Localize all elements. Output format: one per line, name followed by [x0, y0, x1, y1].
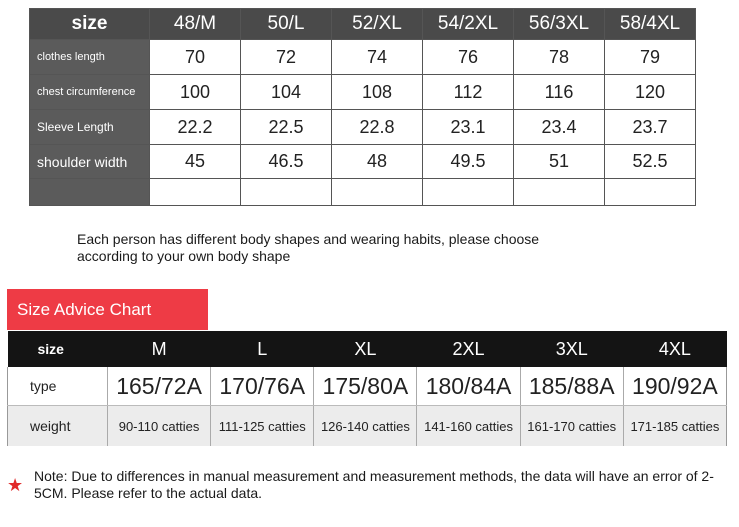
- table-cell: 22.8: [332, 110, 423, 145]
- table-cell: [605, 179, 696, 206]
- star-icon: ★: [7, 475, 24, 495]
- table-cell: 46.5: [241, 145, 332, 179]
- row-label-clothes-length: clothes length: [30, 40, 150, 75]
- table-cell: 51: [514, 145, 605, 179]
- table-cell: 79: [605, 40, 696, 75]
- table-cell: [241, 179, 332, 206]
- table-cell: [514, 179, 605, 206]
- table-cell: 70: [150, 40, 241, 75]
- advice-header-row: [8, 331, 727, 367]
- advice-type-label: type: [8, 367, 108, 406]
- table-cell: 23.7: [605, 110, 696, 145]
- advice-type-cell: 190/92A: [623, 367, 726, 406]
- table-cell: 22.2: [150, 110, 241, 145]
- advice-weight-cell: 90-110 catties: [108, 406, 211, 447]
- advice-type-cell: 185/88A: [520, 367, 623, 406]
- measurement-error-note: Note: Due to differences in manual measurement and measurement methods, the data will have an error of 2-5CM. Please refer to the actual data.: [34, 468, 714, 501]
- advice-chart-title: Size Advice Chart: [7, 289, 208, 330]
- advice-weight-cell: 161-170 catties: [520, 406, 623, 447]
- table-row: [30, 110, 696, 145]
- size-header-cell: 56/3XL: [514, 9, 605, 40]
- advice-weight-row: [8, 406, 727, 447]
- table-cell: 49.5: [423, 145, 514, 179]
- size-table-header-row: [30, 9, 696, 40]
- table-cell: 108: [332, 75, 423, 110]
- table-cell: 116: [514, 75, 605, 110]
- size-header-label: size: [30, 9, 150, 40]
- body-shape-note: Each person has different body shapes and wearing habits, please choose according to your own body shape: [77, 231, 540, 264]
- advice-size-cell: 2XL: [417, 331, 520, 367]
- advice-size-cell: L: [211, 331, 314, 367]
- advice-weight-cell: 111-125 catties: [211, 406, 314, 447]
- advice-type-cell: 165/72A: [108, 367, 211, 406]
- row-label-shoulder-width: shoulder width: [30, 145, 150, 179]
- row-label-empty: [30, 179, 150, 206]
- advice-size-cell: M: [108, 331, 211, 367]
- table-cell: 104: [241, 75, 332, 110]
- table-cell: 72: [241, 40, 332, 75]
- advice-type-cell: 180/84A: [417, 367, 520, 406]
- table-cell: 74: [332, 40, 423, 75]
- size-header-cell: 52/XL: [332, 9, 423, 40]
- table-row: [30, 40, 696, 75]
- table-cell: 22.5: [241, 110, 332, 145]
- table-cell: 52.5: [605, 145, 696, 179]
- size-measurement-table: [29, 8, 696, 206]
- advice-weight-cell: 141-160 catties: [417, 406, 520, 447]
- table-cell: 100: [150, 75, 241, 110]
- size-advice-table: [7, 331, 727, 446]
- table-cell: [150, 179, 241, 206]
- table-cell: 76: [423, 40, 514, 75]
- table-cell: [332, 179, 423, 206]
- advice-type-row: [8, 367, 727, 406]
- size-header-cell: 54/2XL: [423, 9, 514, 40]
- table-cell: 48: [332, 145, 423, 179]
- advice-size-cell: XL: [314, 331, 417, 367]
- table-cell: 23.4: [514, 110, 605, 145]
- size-header-cell: 48/M: [150, 9, 241, 40]
- size-header-cell: 58/4XL: [605, 9, 696, 40]
- advice-type-cell: 175/80A: [314, 367, 417, 406]
- advice-size-cell: 3XL: [520, 331, 623, 367]
- table-cell: 23.1: [423, 110, 514, 145]
- table-row: [30, 75, 696, 110]
- table-cell: 120: [605, 75, 696, 110]
- advice-size-cell: 4XL: [623, 331, 726, 367]
- advice-weight-label: weight: [8, 406, 108, 447]
- table-cell: 45: [150, 145, 241, 179]
- table-cell: 78: [514, 40, 605, 75]
- advice-header-label: size: [8, 331, 108, 367]
- row-label-chest-circumference: chest circumference: [30, 75, 150, 110]
- advice-weight-cell: 171-185 catties: [623, 406, 726, 447]
- table-cell: [423, 179, 514, 206]
- size-header-cell: 50/L: [241, 9, 332, 40]
- table-row: [30, 145, 696, 179]
- table-cell: 112: [423, 75, 514, 110]
- advice-type-cell: 170/76A: [211, 367, 314, 406]
- row-label-sleeve-length: Sleeve Length: [30, 110, 150, 145]
- table-row-empty: [30, 179, 696, 206]
- advice-weight-cell: 126-140 catties: [314, 406, 417, 447]
